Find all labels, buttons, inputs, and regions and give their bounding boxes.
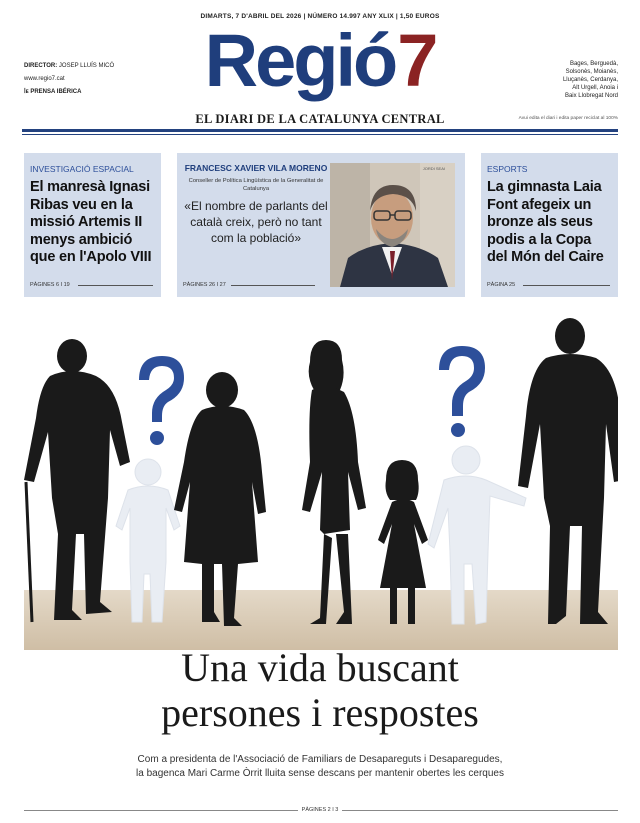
teaser-sports[interactable] xyxy=(481,153,618,297)
teaser-pages-rule xyxy=(523,285,610,286)
group-name: PRENSA IBÉRICA xyxy=(30,89,82,95)
interview-role: Conseller de Política Lingüística de la Generalitat de Catalunya xyxy=(188,178,324,192)
teaser-headline[interactable]: El manresà Ignasi Ribas veu en la missió Artemis II menys ambició que en l'Apolo VIII xyxy=(30,179,152,265)
masthead-rule xyxy=(22,129,618,132)
dateline: DIMARTS, 7 D'ABRIL DEL 2026 | NÚMERO 14.997 ANY XLIX | 1,50 EUROS xyxy=(200,13,440,20)
regions-list xyxy=(528,60,618,100)
teaser-pages: PÀGINES 26 I 27 xyxy=(183,282,226,288)
tagline-note: Avui edita el diari i edita paper reciclat al 100% xyxy=(518,116,618,121)
interview-quote[interactable]: «El nombre de parlants del català creix, però no tant com la població» xyxy=(184,199,328,245)
photo-credit: JORDI SEAI xyxy=(422,166,445,171)
main-pages-label: PÀGINES 2 I 3 xyxy=(298,807,343,813)
director-label: DIRECTOR: xyxy=(24,63,58,69)
teaser-pages-rule xyxy=(231,285,315,286)
teaser-headline[interactable]: La gimnasta Laia Font afegeix un bronze als seus podis a la Copa del Món del Caire xyxy=(487,179,604,265)
director-name: JOSEP LLUÍS MICÓ xyxy=(58,63,115,69)
main-subhead-line: Com a presidenta de l'Associació de Familiars de Desapareguts i Desaparegudes, xyxy=(137,754,503,765)
teaser-section-label: INVESTIGACIÓ ESPACIAL xyxy=(30,164,134,174)
interview-name: FRANCESC XAVIER VILA MORENO xyxy=(184,163,328,173)
tagline: EL DIARI DE LA CATALUNYA CENTRAL xyxy=(195,112,445,126)
logo-number: 7 xyxy=(397,19,436,102)
family-silhouettes xyxy=(24,312,618,650)
teaser-space[interactable] xyxy=(24,153,161,297)
website-link[interactable]: www.regio7.cat xyxy=(24,76,65,82)
region-line: Solsonès, Moianès, xyxy=(565,69,618,75)
region-line: Alt Urgell, Anoia i xyxy=(572,85,618,91)
region-line: Lluçanès, Cerdanya, xyxy=(562,77,618,83)
prensa-iberica-logo-icon: ⅼᴇ xyxy=(24,89,31,95)
main-pages xyxy=(0,807,640,813)
masthead-rule-thin xyxy=(22,134,618,135)
region-line: Baix Llobregat Nord xyxy=(564,93,618,99)
main-subhead-line: la bagenca Mari Carme Òrrit lluita sense descans per mantenir obertes les cerques xyxy=(136,768,504,779)
interview-photo xyxy=(330,163,455,287)
logo-word: Regió xyxy=(204,19,396,102)
hero-illustration xyxy=(24,312,618,650)
main-headline[interactable] xyxy=(0,645,640,735)
main-headline-line: Una vida buscant xyxy=(181,645,459,690)
region-line: Bages, Berguedà, xyxy=(569,61,618,67)
teaser-section-label: ESPORTS xyxy=(487,164,528,174)
interview-text xyxy=(181,153,331,246)
main-headline-line: persones i respostes xyxy=(161,690,479,735)
main-subhead xyxy=(0,753,640,781)
teaser-pages: PÀGINA 25 xyxy=(487,282,516,288)
teaser-interview[interactable] xyxy=(177,153,465,297)
teaser-pages-rule xyxy=(78,285,153,286)
teaser-pages: PÀGINES 6 I 19 xyxy=(30,282,70,288)
portrait-illustration xyxy=(330,163,455,287)
